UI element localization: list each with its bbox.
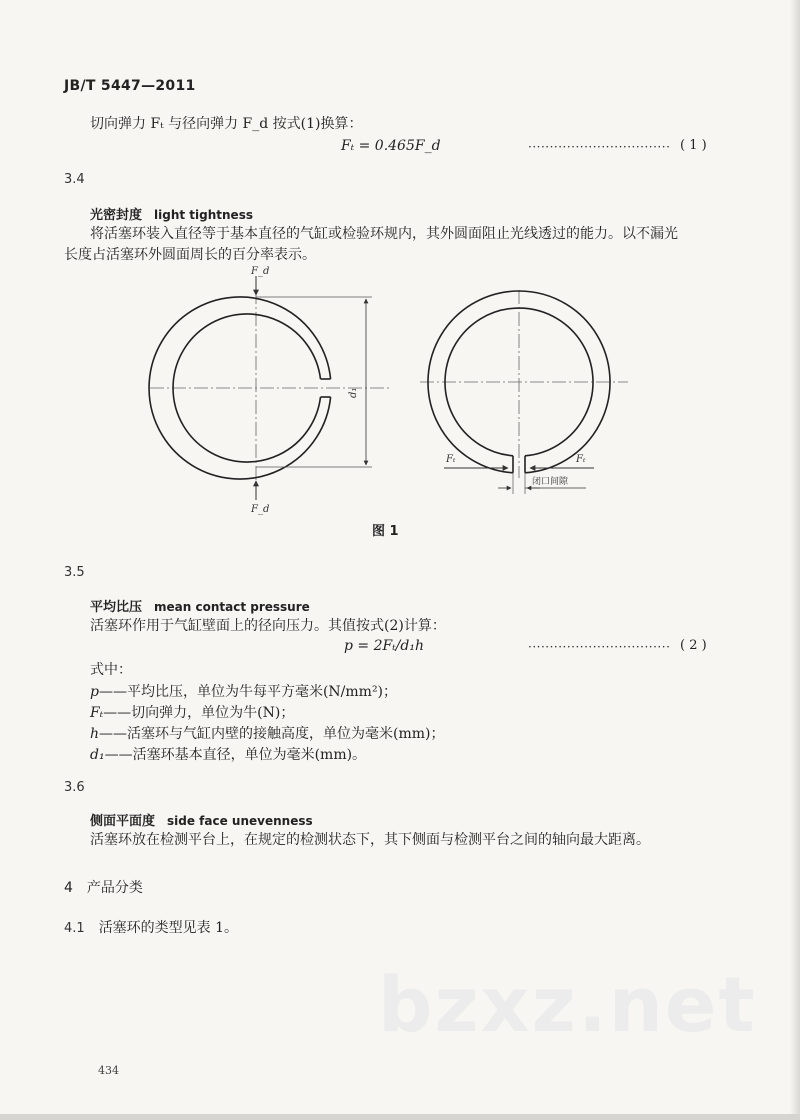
term-zh: 光密封度: [90, 208, 143, 223]
term-en: light tightness: [154, 208, 253, 222]
section-3-6-term: [90, 810, 313, 829]
var-desc: ——平均比压，单位为牛每平方毫米(N/mm²)；: [98, 684, 398, 700]
section-3-4-number: 3.4: [64, 172, 85, 187]
d1-label: d₁: [348, 387, 359, 398]
section-4-1-number: 4.1: [64, 921, 85, 936]
eq1-number: ( 1 ): [680, 138, 707, 153]
scan-right-edge: [790, 0, 800, 1120]
where-label: 式中：: [90, 662, 132, 678]
term-en: mean contact pressure: [154, 600, 310, 614]
page-number: 434: [98, 1064, 119, 1077]
eq2-number: ( 2 ): [680, 638, 707, 653]
section-3-6-number: 3.6: [64, 780, 85, 795]
eq2-leader-dots: ·································: [528, 640, 671, 654]
ft-right-label: Fₜ: [576, 454, 586, 465]
var-desc: ——切向弹力，单位为牛(N)；: [103, 705, 295, 721]
variable-h: [90, 724, 445, 744]
section-3-5-number: 3.5: [64, 565, 85, 580]
scan-bottom-edge: [0, 1114, 800, 1120]
var-symbol: d₁: [90, 747, 105, 763]
term-en: side face unevenness: [167, 814, 313, 828]
var-symbol: Fₜ: [90, 705, 104, 721]
eq1-intro: 切向弹力 Fₜ 与径向弹力 F_d 按式(1)换算：: [90, 116, 363, 132]
eq2-formula: p = 2Fₜ/d₁h: [344, 638, 424, 654]
var-desc: ——活塞环与气缸内壁的接触高度，单位为毫米(mm)；: [99, 726, 445, 742]
section-4-heading: [64, 877, 143, 897]
var-symbol: p: [90, 684, 99, 700]
eq1-formula: Fₜ = 0.465F_d: [341, 138, 441, 154]
document-code: JB/T 5447—2011: [64, 78, 196, 94]
section-3-5-definition: 活塞环作用于气缸壁面上的径向压力。其值按式(2)计算：: [90, 618, 446, 634]
term-zh: 侧面平面度: [90, 814, 156, 829]
section-4-1: [64, 918, 238, 939]
section-3-4-definition-line1: 将活塞环装入直径等于基本直径的气缸或检验环规内，其外圆面阻止光线透过的能力。以不漏光: [90, 226, 678, 242]
var-desc: ——活塞环基本直径，单位为毫米(mm)。: [104, 747, 367, 763]
ft-left-label: Fₜ: [446, 454, 456, 465]
variable-p: [90, 682, 397, 702]
eq1-leader-dots: ·································: [528, 140, 671, 154]
section-4-number: 4: [64, 880, 73, 896]
fd-bottom-label: F_d: [251, 504, 270, 515]
fd-top-label: F_d: [251, 266, 270, 277]
term-zh: 平均比压: [90, 600, 143, 615]
variable-d1: [90, 745, 366, 765]
section-3-4-definition-line2: 长度占活塞环外圆面周长的百分率表示。: [64, 247, 316, 263]
closed-gap-label: 闭口间隙: [532, 477, 569, 487]
section-4-title: 产品分类: [86, 880, 143, 896]
section-3-5-term: [90, 596, 310, 615]
var-symbol: h: [90, 726, 100, 742]
watermark: bzxz.net: [378, 960, 757, 1049]
section-4-1-text: 活塞环的类型见表 1。: [98, 920, 239, 936]
section-3-6-definition: 活塞环放在检测平台上，在规定的检测状态下，其下侧面与检测平台之间的轴向最大距离。: [90, 832, 650, 848]
figure-1-caption: 图 1: [372, 524, 399, 539]
variable-ft: [90, 703, 294, 723]
